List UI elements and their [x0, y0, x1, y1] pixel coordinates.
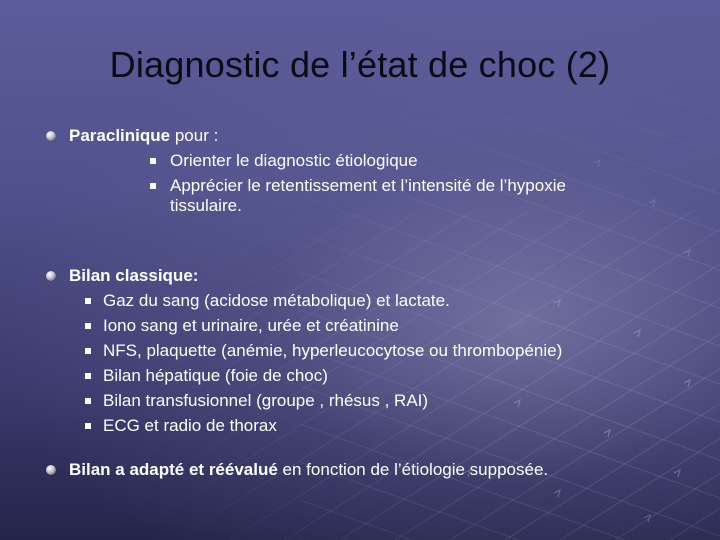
section-paraclinique: [69, 126, 218, 146]
list-item: NFS, plaquette (anémie, hyperleucocytose ou thrombopénie): [103, 341, 563, 360]
list-item-continuation: tissulaire.: [170, 196, 242, 215]
section-bilan-classique-heading: Bilan classique:: [69, 266, 199, 285]
square-bullet-icon: [150, 183, 156, 189]
slide-title: Diagnostic de l’état de choc (2): [109, 44, 611, 85]
square-bullet-icon: [85, 348, 91, 354]
list-item: Gaz du sang (acidose métabolique) et lactate.: [103, 291, 450, 310]
square-bullet-icon: [85, 298, 91, 304]
square-bullet-icon: [150, 158, 156, 164]
square-bullet-icon: [85, 373, 91, 379]
section-conclusion-emphasis: Bilan a adapté et réévalué: [69, 460, 278, 479]
list-item: Orienter le diagnostic étiologique: [170, 151, 418, 170]
section-paraclinique-heading: Paraclinique: [69, 126, 171, 145]
square-bullet-icon: [85, 398, 91, 404]
square-bullet-icon: [85, 323, 91, 329]
round-bullet-icon: [46, 131, 56, 141]
list-item: Apprécier le retentissement et l’intensité de l’hypoxie: [170, 176, 566, 195]
round-bullet-icon: [46, 465, 56, 475]
list-item: ECG et radio de thorax: [103, 416, 277, 435]
round-bullet-icon: [46, 271, 56, 281]
section-paraclinique-suffix: pour :: [170, 126, 219, 145]
list-item: Bilan hépatique (foie de choc): [103, 366, 328, 385]
section-conclusion-suffix: en fonction de l’étiologie supposée.: [277, 460, 549, 479]
square-bullet-icon: [85, 423, 91, 429]
section-conclusion: [69, 460, 548, 480]
list-item: Bilan transfusionnel (groupe , rhésus , RAI): [103, 391, 429, 410]
list-item: Iono sang et urinaire, urée et créatinine: [103, 316, 399, 335]
